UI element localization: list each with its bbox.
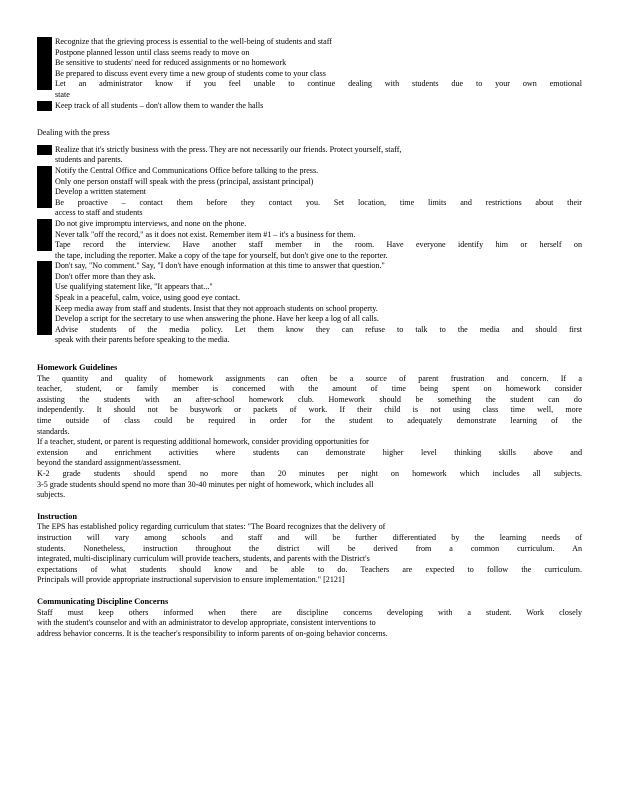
line-text: 3-5 grade students should spend no more than 30-40 minutes per night of homework, which includes all xyxy=(37,479,374,489)
list-item xyxy=(37,101,582,112)
line-text: Notify the Central Office and Communications Office before talking to the press. xyxy=(55,165,319,175)
line-text: Be sensitive to students' need for reduced assignments or no homework xyxy=(55,58,287,68)
paragraph-line xyxy=(37,554,582,565)
paragraph-line xyxy=(37,544,582,555)
list-item xyxy=(37,282,582,293)
redaction-bar xyxy=(37,58,52,69)
redaction-bar xyxy=(37,69,52,80)
paragraph-line xyxy=(37,469,582,480)
redaction-bar xyxy=(37,230,52,241)
list-item xyxy=(37,314,582,325)
document-page xyxy=(37,37,582,639)
redaction-bar xyxy=(37,314,52,325)
redaction-bar xyxy=(37,272,52,283)
line-text: The quantity and quality of homework assignments can often be a source of parent frustration and concern. If a xyxy=(37,373,582,383)
line-text: Be prepared to discuss event every time a new group of students come to your class xyxy=(55,68,326,78)
list-item xyxy=(37,325,582,336)
list-item xyxy=(37,145,582,156)
line-text: Develop a written statement xyxy=(55,187,147,197)
instruction-heading: Instruction xyxy=(37,511,78,521)
line-text: Do not give impromptu interviews, and none on the phone. xyxy=(55,218,247,228)
homework-heading: Homework Guidelines xyxy=(37,363,118,373)
line-text: assisting the students with an after-school homework club. Homework should be something the student can do xyxy=(37,394,582,404)
list-item xyxy=(37,198,582,209)
paragraph-line xyxy=(37,575,582,586)
line-text: integrated, multi-disciplinary curriculum will provide teachers, students, and parents with the District's xyxy=(37,554,370,564)
redaction-bar xyxy=(37,282,52,293)
teacher-guidelines-list xyxy=(37,37,582,111)
paragraph-line xyxy=(37,374,582,385)
list-item xyxy=(37,230,582,241)
list-item xyxy=(37,219,582,230)
line-text: Principals will provide appropriate instructional supervision to ensure implementation." [2121] xyxy=(37,575,345,585)
list-item xyxy=(37,90,582,101)
list-item xyxy=(37,166,582,177)
line-text: Keep track of all students – don't allow them to wander the halls xyxy=(55,100,264,110)
line-text: independently. It should not be busywork or packets of work. If their child is not using class time well, more xyxy=(37,405,582,415)
paragraph-line xyxy=(37,490,582,501)
line-text: Use qualifying statement like, "It appears that..." xyxy=(55,282,213,292)
list-item xyxy=(37,177,582,188)
line-text: Advise students of the media policy. Let them know they can refuse to talk to the media and should first xyxy=(55,324,582,334)
redaction-bar xyxy=(37,219,52,230)
paragraph-line xyxy=(37,618,582,629)
list-item xyxy=(37,155,582,166)
list-item xyxy=(37,293,582,304)
paragraph-line xyxy=(37,448,582,459)
list-item xyxy=(37,272,582,283)
line-text: Develop a script for the secretary to use when answering the phone. Have her keep a log of all calls. xyxy=(55,314,379,324)
line-text: subjects. xyxy=(37,490,66,500)
line-text: expectations of what students should know and be able to do. Teachers are expected to follow the curriculum. xyxy=(37,564,582,574)
list-item xyxy=(37,251,582,262)
line-text: extension and enrichment activities where students can demonstrate higher level thinking skills above and xyxy=(37,447,582,457)
redaction-bar xyxy=(37,145,52,156)
redaction-bar xyxy=(37,177,52,188)
paragraph-line xyxy=(37,416,582,427)
redaction-bar xyxy=(37,261,52,272)
homework-paragraph xyxy=(37,374,582,501)
paragraph-line xyxy=(37,384,582,395)
press-heading: Dealing with the press xyxy=(37,128,110,138)
line-text: standards. xyxy=(37,426,70,436)
paragraph-line xyxy=(37,437,582,448)
line-text: the tape, including the reporter. Make a copy of the tape for yourself, but don't give one to the reporter. xyxy=(55,250,388,260)
list-item xyxy=(37,58,582,69)
redaction-bar xyxy=(37,325,52,336)
list-item xyxy=(37,37,582,48)
line-text: Postpone planned lesson until class seems ready to move on xyxy=(55,47,250,57)
redaction-bar xyxy=(37,79,52,90)
list-item xyxy=(37,48,582,59)
paragraph-line xyxy=(37,565,582,576)
list-item xyxy=(37,187,582,198)
line-text: Be proactive – contact them before they contact you. Set location, time limits and restrictions about their xyxy=(55,197,582,207)
line-text: state xyxy=(55,89,70,99)
press-guidelines-list xyxy=(37,145,582,346)
redaction-bar xyxy=(37,166,52,177)
paragraph-line xyxy=(37,395,582,406)
line-text: beyond the standard assignment/assessment. xyxy=(37,458,181,468)
redaction-bar xyxy=(37,198,52,209)
redaction-bar xyxy=(37,187,52,198)
paragraph-line xyxy=(37,533,582,544)
line-text: Keep media away from staff and students. Insist that they not approach students on school property. xyxy=(55,303,378,313)
line-text: time outside of class could be required in order for the student to adequately demonstrate learning of the xyxy=(37,416,582,425)
line-text: Realize that it's strictly business with the press. They are not necessarily our friends. Protect yourself, staff, xyxy=(55,144,402,154)
list-item xyxy=(37,208,582,219)
line-text: Never talk "off the record," as it does not exist. Remember item #1 – it's a business for them. xyxy=(55,229,356,239)
line-text: Only one person onstaff will speak with the press (principal, assistant principal) xyxy=(55,176,314,186)
redaction-bar xyxy=(37,304,52,315)
line-text: with the student's counselor and with an administrator to develop appropriate, consistent interventions to xyxy=(37,618,376,628)
line-text: Don't offer more than they ask. xyxy=(55,271,156,281)
line-text: students. Nonetheless, instruction throughout the district will be derived from a common curriculum. An xyxy=(37,543,582,553)
redaction-bar xyxy=(37,37,52,48)
line-text: teacher, student, or family member is concerned with the amount of time being spent on homework consider xyxy=(37,384,582,394)
discipline-paragraph xyxy=(37,608,582,640)
paragraph-line xyxy=(37,629,582,640)
paragraph-line xyxy=(37,480,582,491)
list-item xyxy=(37,304,582,315)
instruction-paragraph xyxy=(37,522,582,586)
list-item xyxy=(37,79,582,90)
line-text: Speak in a peaceful, calm, voice, using good eye contact. xyxy=(55,293,240,303)
list-item xyxy=(37,240,582,251)
line-text: instruction will vary among schools and staff and will be further differentiated by the learning needs of xyxy=(37,532,582,542)
discipline-heading: Communicating Discipline Concerns xyxy=(37,596,169,606)
line-text: Let an administrator know if you feel unable to continue dealing with students due to your own emotional xyxy=(55,79,582,89)
redaction-bar xyxy=(37,48,52,59)
line-text: students and parents. xyxy=(55,155,123,165)
paragraph-line xyxy=(37,427,582,438)
line-text: Recognize that the grieving process is essential to the well-being of students and staff xyxy=(55,37,332,46)
list-item xyxy=(37,69,582,80)
paragraph-line xyxy=(37,608,582,619)
line-text: The EPS has established policy regarding curriculum that states: "The Board recognizes that the delivery of xyxy=(37,522,386,532)
paragraph-line xyxy=(37,405,582,416)
line-text: access to staff and students xyxy=(55,208,143,218)
paragraph-line xyxy=(37,522,582,533)
line-text: K-2 grade students should spend no more than 20 minutes per night on homework which includes all subjects. xyxy=(37,468,582,478)
redaction-bar xyxy=(37,101,52,112)
redaction-bar xyxy=(37,293,52,304)
line-text: Tape record the interview. Have another staff member in the room. Have everyone identify him or herself on xyxy=(55,240,582,250)
line-text: If a teacher, student, or parent is requesting additional homework, consider providing opportunities for xyxy=(37,437,369,447)
redaction-bar xyxy=(37,240,52,251)
paragraph-line xyxy=(37,458,582,469)
line-text: Don't say, "No comment." Say, "I don't have enough information at this time to answer that question." xyxy=(55,261,385,271)
list-item xyxy=(37,261,582,272)
list-item xyxy=(37,335,582,346)
line-text: speak with their parents before speaking to the media. xyxy=(55,335,230,345)
line-text: Staff must keep others informed when there are discipline concerns developing with a student. Work closely xyxy=(37,607,582,617)
line-text: address behavior concerns. It is the teacher's responsibility to inform parents of on-going behavior concerns. xyxy=(37,628,388,638)
